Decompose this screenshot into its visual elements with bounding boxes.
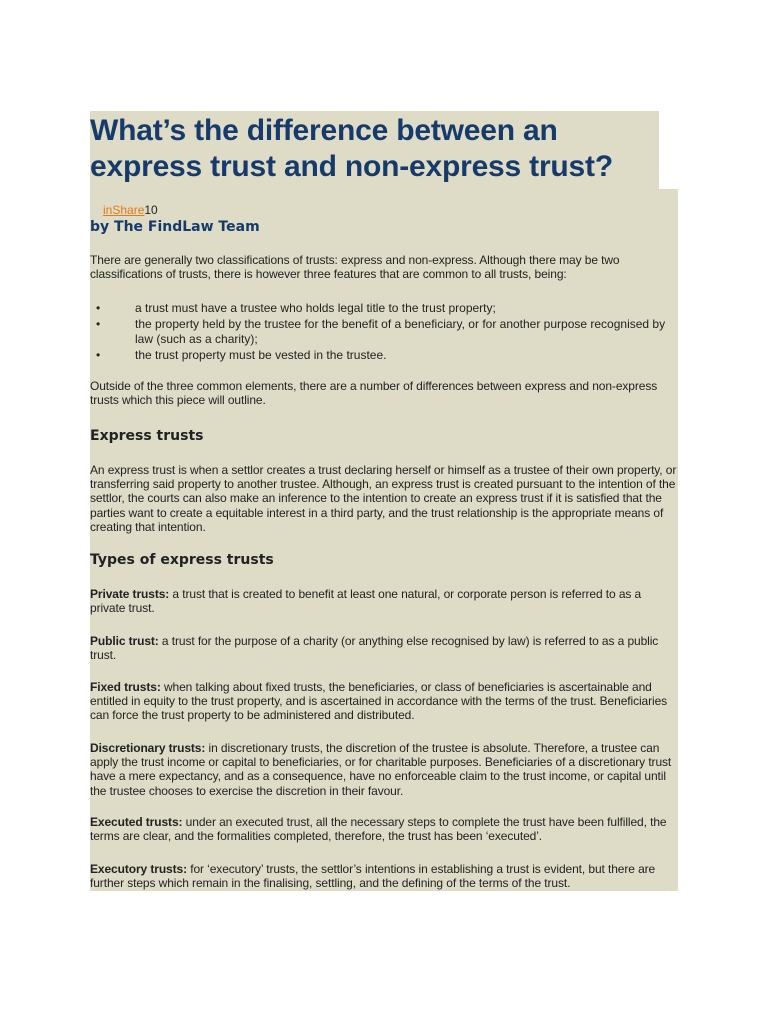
- type-term: Executed trusts:: [90, 815, 183, 829]
- bullet-icon: •: [96, 301, 101, 315]
- bullet-icon: •: [96, 316, 101, 331]
- type-text: a trust for the purpose of a charity (or anything else recognised by law) is referred to as a public trust.: [90, 634, 659, 663]
- share-widget: [103, 203, 158, 217]
- share-count: 10: [144, 203, 158, 217]
- type-term: Private trusts:: [90, 587, 170, 601]
- type-term: Fixed trusts:: [90, 680, 161, 694]
- type-paragraph: [90, 741, 678, 798]
- type-paragraph: [90, 680, 678, 723]
- type-paragraph: [90, 634, 678, 662]
- list-item: [90, 348, 678, 364]
- outline-paragraph: Outside of the three common elements, there are a number of differences between express and non-express trusts which this piece will outline.: [90, 379, 658, 408]
- article-body: [90, 189, 678, 891]
- list-item-text: a trust must have a trustee who holds legal title to the trust property;: [135, 301, 496, 315]
- list-item-text: the trust property must be vested in the trustee.: [135, 347, 387, 362]
- list-item-text: the property held by the trustee for the benefit of a beneficiary, or for another purpose recognised by law (such as a charity);: [135, 316, 666, 346]
- byline: by The FindLaw Team: [90, 219, 260, 235]
- heading-types: Types of express trusts: [90, 552, 274, 568]
- heading-express-trusts: Express trusts: [90, 428, 204, 444]
- list-item: [90, 301, 678, 317]
- type-term: Executory trusts:: [90, 862, 187, 876]
- list-item: [90, 317, 678, 348]
- article-title: What’s the difference between an express trust and non-express trust?: [90, 114, 613, 183]
- type-paragraph: [90, 815, 678, 843]
- type-text: for ‘executory’ trusts, the settlor’s intentions in establishing a trust is evident, but there are further steps which remain in the finalising, settling, and the defining of the terms of the trust.: [90, 862, 656, 891]
- express-paragraph: An express trust is when a settlor creates a trust declaring herself or himself as a trustee of their own property, or transferring said property to another trustee. Although, an express trust is created pursuant to the intention of the settlor, the courts can also make an inference to the intention to create an express trust if it is satisfied that the parties want to create a equitable interest in a third party, and the trust relationship is the appropriate means of creating that intention.: [90, 463, 677, 534]
- bullet-icon: •: [96, 347, 101, 362]
- type-text: when talking about fixed trusts, the beneficiaries, or class of beneficiaries is ascertainable and entitled in equity to the trust property, and is ascertained in accordance with the terms of the trust. Beneficiaries can force the trust property to be administered and distributed.: [90, 680, 668, 723]
- type-term: Public trust:: [90, 634, 159, 648]
- type-paragraph: [90, 587, 678, 615]
- type-text: a trust that is created to benefit at least one natural, or corporate person is referred to as a private trust.: [90, 587, 642, 616]
- type-term: Discretionary trusts:: [90, 741, 206, 755]
- intro-paragraph: There are generally two classifications of trusts: express and non-express. Although there may be two classifications of trusts, there is however three features that are common to all trusts, being:: [90, 253, 620, 282]
- type-paragraph: [90, 862, 678, 890]
- type-text: under an executed trust, all the necessary steps to complete the trust have been fulfilled, the terms are clear, and the formalities completed, therefore, the trust has been ‘executed’.: [90, 815, 667, 844]
- share-link[interactable]: inShare: [103, 203, 145, 217]
- features-list: [90, 301, 678, 363]
- title-block: [90, 111, 659, 189]
- type-text: in discretionary trusts, the discretion of the trustee is absolute. Therefore, a trustee can apply the trust income or capital to beneficiaries, or for charitable purposes. Beneficiaries of a discretionary trust have a mere expectancy, and as a consequence, have no enforceable claim to the trust income, or capital until the trustee chooses to exercise the discretion in their favour.: [90, 741, 672, 798]
